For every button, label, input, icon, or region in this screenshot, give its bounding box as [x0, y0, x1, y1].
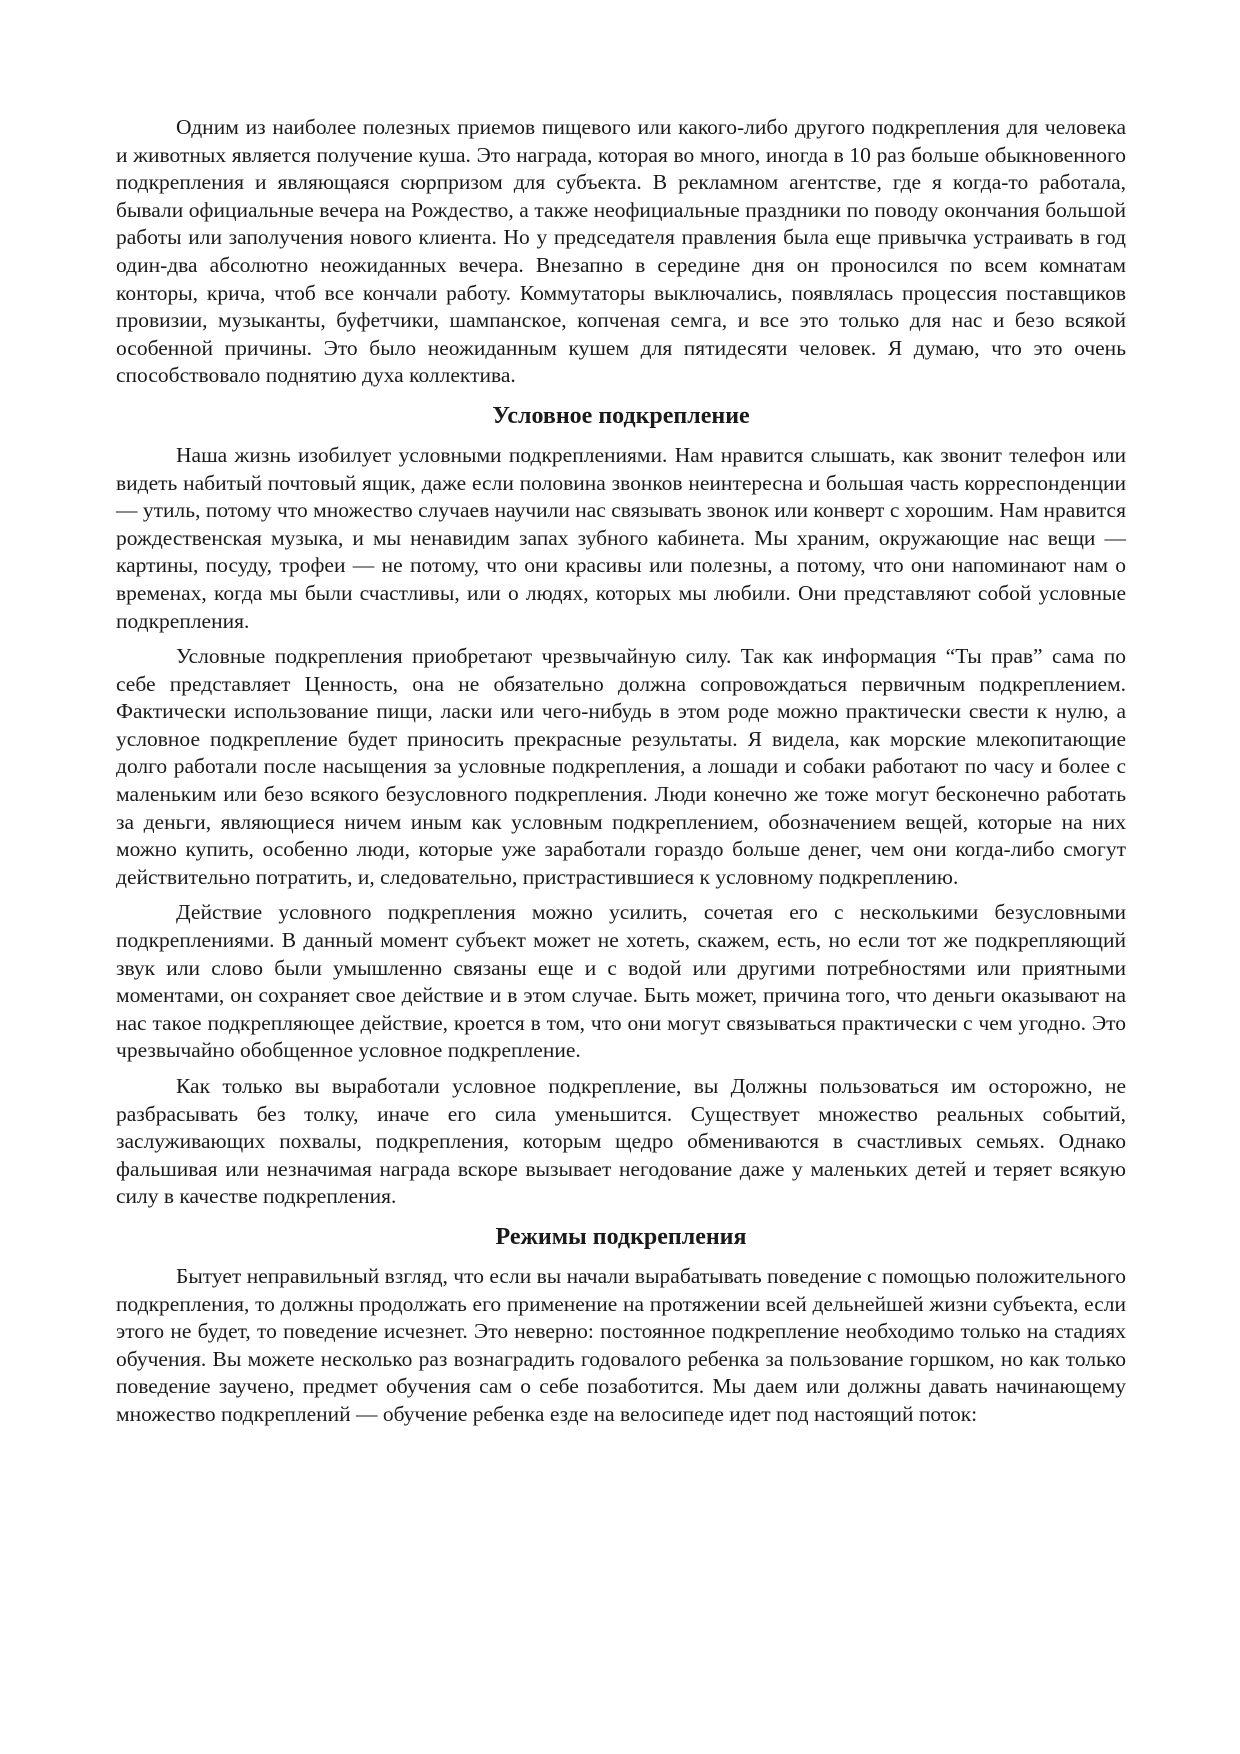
paragraph-schedules-1: Бытует неправильный взгляд, что если вы начали вырабатывать поведение с помощью положительного подкрепления, то должны продолжать его применение на протяжении всей дельнейшей жизни субъекта, если этого не будет, то поведение исчезнет. Это неверно: постоянное подкрепление необходимо только на стадиях обучения. Вы можете несколько раз вознаградить годовалого ребенка за пользование горшком, но как только поведение заучено, предмет обучения сам о себе позаботится. Мы даем или должны давать начинающему множество подкреплений — обучение ребенка езде на велосипеде идет под настоящий поток: — [116, 1263, 1126, 1426]
document-page — [116, 114, 1126, 1437]
heading-conditioned-reinforcement: Условное подкрепление — [492, 402, 750, 429]
paragraph-conditioned-1: Наша жизнь изобилует условными подкреплениями. Нам нравится слышать, как звонит телефон или видеть набитый почтовый ящик, даже если половина звонков неинтересна и большая часть корреспонденции — утиль, потому что множество случаев научили нас связывать звонок или конверт с хорошим. Нам нравится рождественская музыка, и мы ненавидим запах зубного кабинета. Мы храним, окружающие нас вещи — картины, посуду, трофеи — не потому, что они красивы или полезны, а потому, что они напоминают нам о временах, когда мы были счастливы, или о людях, которых мы любили. Они представляют собой условные подкрепления. — [116, 442, 1126, 633]
paragraph-jackpot: Одним из наиболее полезных приемов пищевого или какого-либо другого подкрепления для человека и животных является получение куша. Это награда, которая во много, иногда в 10 раз больше обыкновенного подкрепления и являющаяся сюрпризом для субъекта. В рекламном агентстве, где я когда-то работала, бывали официальные вечера на Рождество, а также неофициальные праздники по поводу окончания большой работы или заполучения нового клиента. Но у председателя правления была еще привычка устраивать в год один-два абсолютно неожиданных вечера. Внезапно в середине дня он проносился по всем комнатам конторы, крича, чтоб все кончали работу. Коммутаторы выключались, появлялась процессия поставщиков провизии, музыканты, буфетчики, шампанское, копченая семга, и все это только для нас и безо всякой особенной причины. Это было неожиданным кушем для пятидесяти человек. Я думаю, что это очень способствовало поднятию духа коллектива. — [116, 115, 1126, 388]
paragraph-conditioned-4: Как только вы выработали условное подкрепление, вы Должны пользоваться им осторожно, не разбрасывать без толку, иначе его сила уменьшится. Существует множество реальных событий, заслуживающих похвалы, подкрепления, которым щедро обмениваются в счастливых семьях. Однако фальшивая или незначимая награда вскоре вызывает негодование даже у маленьких детей и теряет всякую силу в качестве подкрепления. — [116, 1074, 1126, 1209]
paragraph-conditioned-2: Условные подкрепления приобретают чрезвычайную силу. Так как информация “Ты прав” сама по себе представляет Ценность, она не обязательно должна сопровождаться первичным подкреплением. Фактически использование пищи, ласки или чего-нибудь в этом роде можно практически свести к нулю, а условное подкрепление будет приносить прекрасные результаты. Я видела, как морские млекопитающие долго работали после насыщения за условные подкрепления, а лошади и собаки работают по часу и более с маленьким или безо всякого безусловного подкрепления. Люди конечно же тоже могут бесконечно работать за деньги, являющиеся ничем иным как условным подкреплением, обозначением вещей, которые на них можно купить, особенно люди, которые уже заработали гораздо больше денег, чем они когда-либо смогут действительно потратить, и, следовательно, пристрастившиеся к условному подкреплению. — [116, 644, 1126, 889]
heading-reinforcement-schedules: Режимы подкрепления — [495, 1223, 747, 1250]
paragraph-conditioned-3: Действие условного подкрепления можно усилить, сочетая его с несколькими безусловными подкреплениями. В данный момент субъект может не хотеть, скажем, есть, но если тот же подкрепляющий звук или слово были умышленно связаны еще и с водой или другими потребностями или приятными моментами, он сохраняет свое действие и в этом случае. Быть может, причина того, что деньги оказывают на нас такое подкрепляющее действие, кроется в том, что они могут связываться практически с чем угодно. Это чрезвычайно обобщенное условное подкрепление. — [116, 900, 1126, 1063]
